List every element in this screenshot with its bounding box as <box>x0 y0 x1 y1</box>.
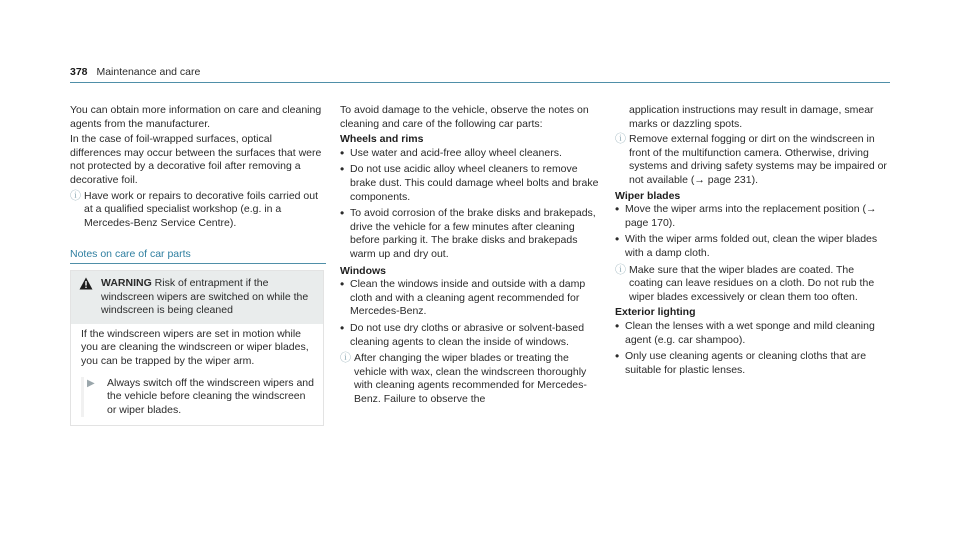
warning-label: WARNING <box>101 276 152 289</box>
paragraph: To avoid damage to the vehicle, observe the notes on cleaning and care of the following car parts: <box>340 104 589 130</box>
bullet-icon: • <box>615 318 620 333</box>
list-item: • Clean the windows inside and outside with a damp cloth and with a cleaning agent recommended for Mercedes-Benz. <box>340 277 586 318</box>
warning-triangle-icon <box>79 277 93 290</box>
note-text: Remove external fogging or dirt on the windscreen in front of the multifunction camera. Otherwise, driving systems and driving safety systems may be impaired or not available (→ page 231). <box>629 133 887 186</box>
info-circle-icon: ⓘ <box>615 133 626 146</box>
heading-exterior-lighting: Exterior lighting <box>615 306 696 319</box>
heading-wheels: Wheels and rims <box>340 133 424 146</box>
page-header <box>70 66 200 80</box>
bullet-icon: • <box>340 320 345 335</box>
page-number: 378 <box>70 66 88 78</box>
bullet-icon: • <box>340 277 345 292</box>
heading-windows: Windows <box>340 264 386 277</box>
warning-header <box>71 271 323 324</box>
bullet-icon: • <box>340 206 345 221</box>
warning-box <box>70 270 324 426</box>
column-1 <box>70 104 326 426</box>
column-3 <box>615 104 890 380</box>
list-item: • Move the wiper arms into the replacement position (→ page 170). <box>615 202 877 229</box>
info-circle-icon: ⓘ <box>615 263 626 276</box>
note-text: Make sure that the wiper blades are coated. The coating can leave residues on a cloth. Do not rub the wiper blades excessively or clean them too often. <box>629 263 875 303</box>
bullet-icon: • <box>340 145 345 160</box>
header-rule <box>70 82 890 83</box>
warning-body <box>71 324 323 426</box>
note-text: After changing the wiper blades or treating the vehicle with wax, clean the windscreen thoroughly with cleaning agents recommended for Mercedes-Benz. Failure to observe the <box>354 352 587 405</box>
note-text: Have work or repairs to decorative foils carried out at a qualified specialist workshop (e.g. in a Mercedes-Benz Service Centre). <box>84 189 319 229</box>
info-circle-icon: ⓘ <box>340 352 351 365</box>
list-item: • To avoid corrosion of the brake disks and brakepads, drive the vehicle for a few minutes after cleaning before parking it. The brake disks and brakepads warm up and dry out. <box>340 206 596 260</box>
list-item: • Only use cleaning agents or cleaning cloths that are suitable for plastic lenses. <box>615 349 867 376</box>
list-item: • Use water and acid-free alloy wheel cleaners. <box>340 145 562 160</box>
note <box>70 190 326 231</box>
warning-text: Risk of entrapment if the windscreen wipers are switched on while the windscreen is being cleaned <box>101 276 309 317</box>
triangle-right-icon: ▶ <box>87 377 95 389</box>
paragraph: In the case of foil-wrapped surfaces, optical differences may occur between the surfaces that were not protected by a decorative foil after removing a decorative foil. <box>70 133 322 186</box>
step-bar <box>81 377 84 418</box>
bullet-icon: • <box>340 162 345 177</box>
section-rule <box>70 263 326 264</box>
paragraph: You can obtain more information on care and cleaning agents from the manufacturer. <box>70 104 322 130</box>
page-header-title: Maintenance and care <box>96 66 201 78</box>
heading-wiper-blades: Wiper blades <box>615 189 681 202</box>
warning-step-text: Always switch off the windscreen wipers and the vehicle before cleaning the windscreen or wiper blades. <box>107 376 314 416</box>
list-item: • Do not use dry cloths or abrasive or solvent-based cleaning agents to clean the inside of windows. <box>340 320 585 348</box>
note <box>615 133 890 187</box>
warning-body-text: If the windscreen wipers are set in motion while you are cleaning the windscreen or wiper blades, you can be trapped by the wiper arm. <box>81 327 309 367</box>
list-item: • Do not use acidic alloy wheel cleaners to remove brake dust. This could damage wheel bolts and brake components. <box>340 162 599 203</box>
paragraph: application instructions may result in damage, smear marks or dazzling spots. <box>629 104 874 130</box>
column-2 <box>340 104 600 408</box>
bullet-icon: • <box>615 349 620 364</box>
list-item: • Clean the lenses with a wet sponge and mild cleaning agent (e.g. car shampoo). <box>615 318 875 346</box>
bullet-icon: • <box>615 202 620 217</box>
bullet-icon: • <box>615 232 620 247</box>
note <box>615 264 890 305</box>
section-title: Notes on care of car parts <box>70 248 191 261</box>
list-item: • With the wiper arms folded out, clean the wiper blades with a damp cloth. <box>615 232 878 259</box>
warning-step <box>81 377 315 418</box>
note <box>340 352 600 406</box>
info-circle-icon: ⓘ <box>70 189 81 202</box>
